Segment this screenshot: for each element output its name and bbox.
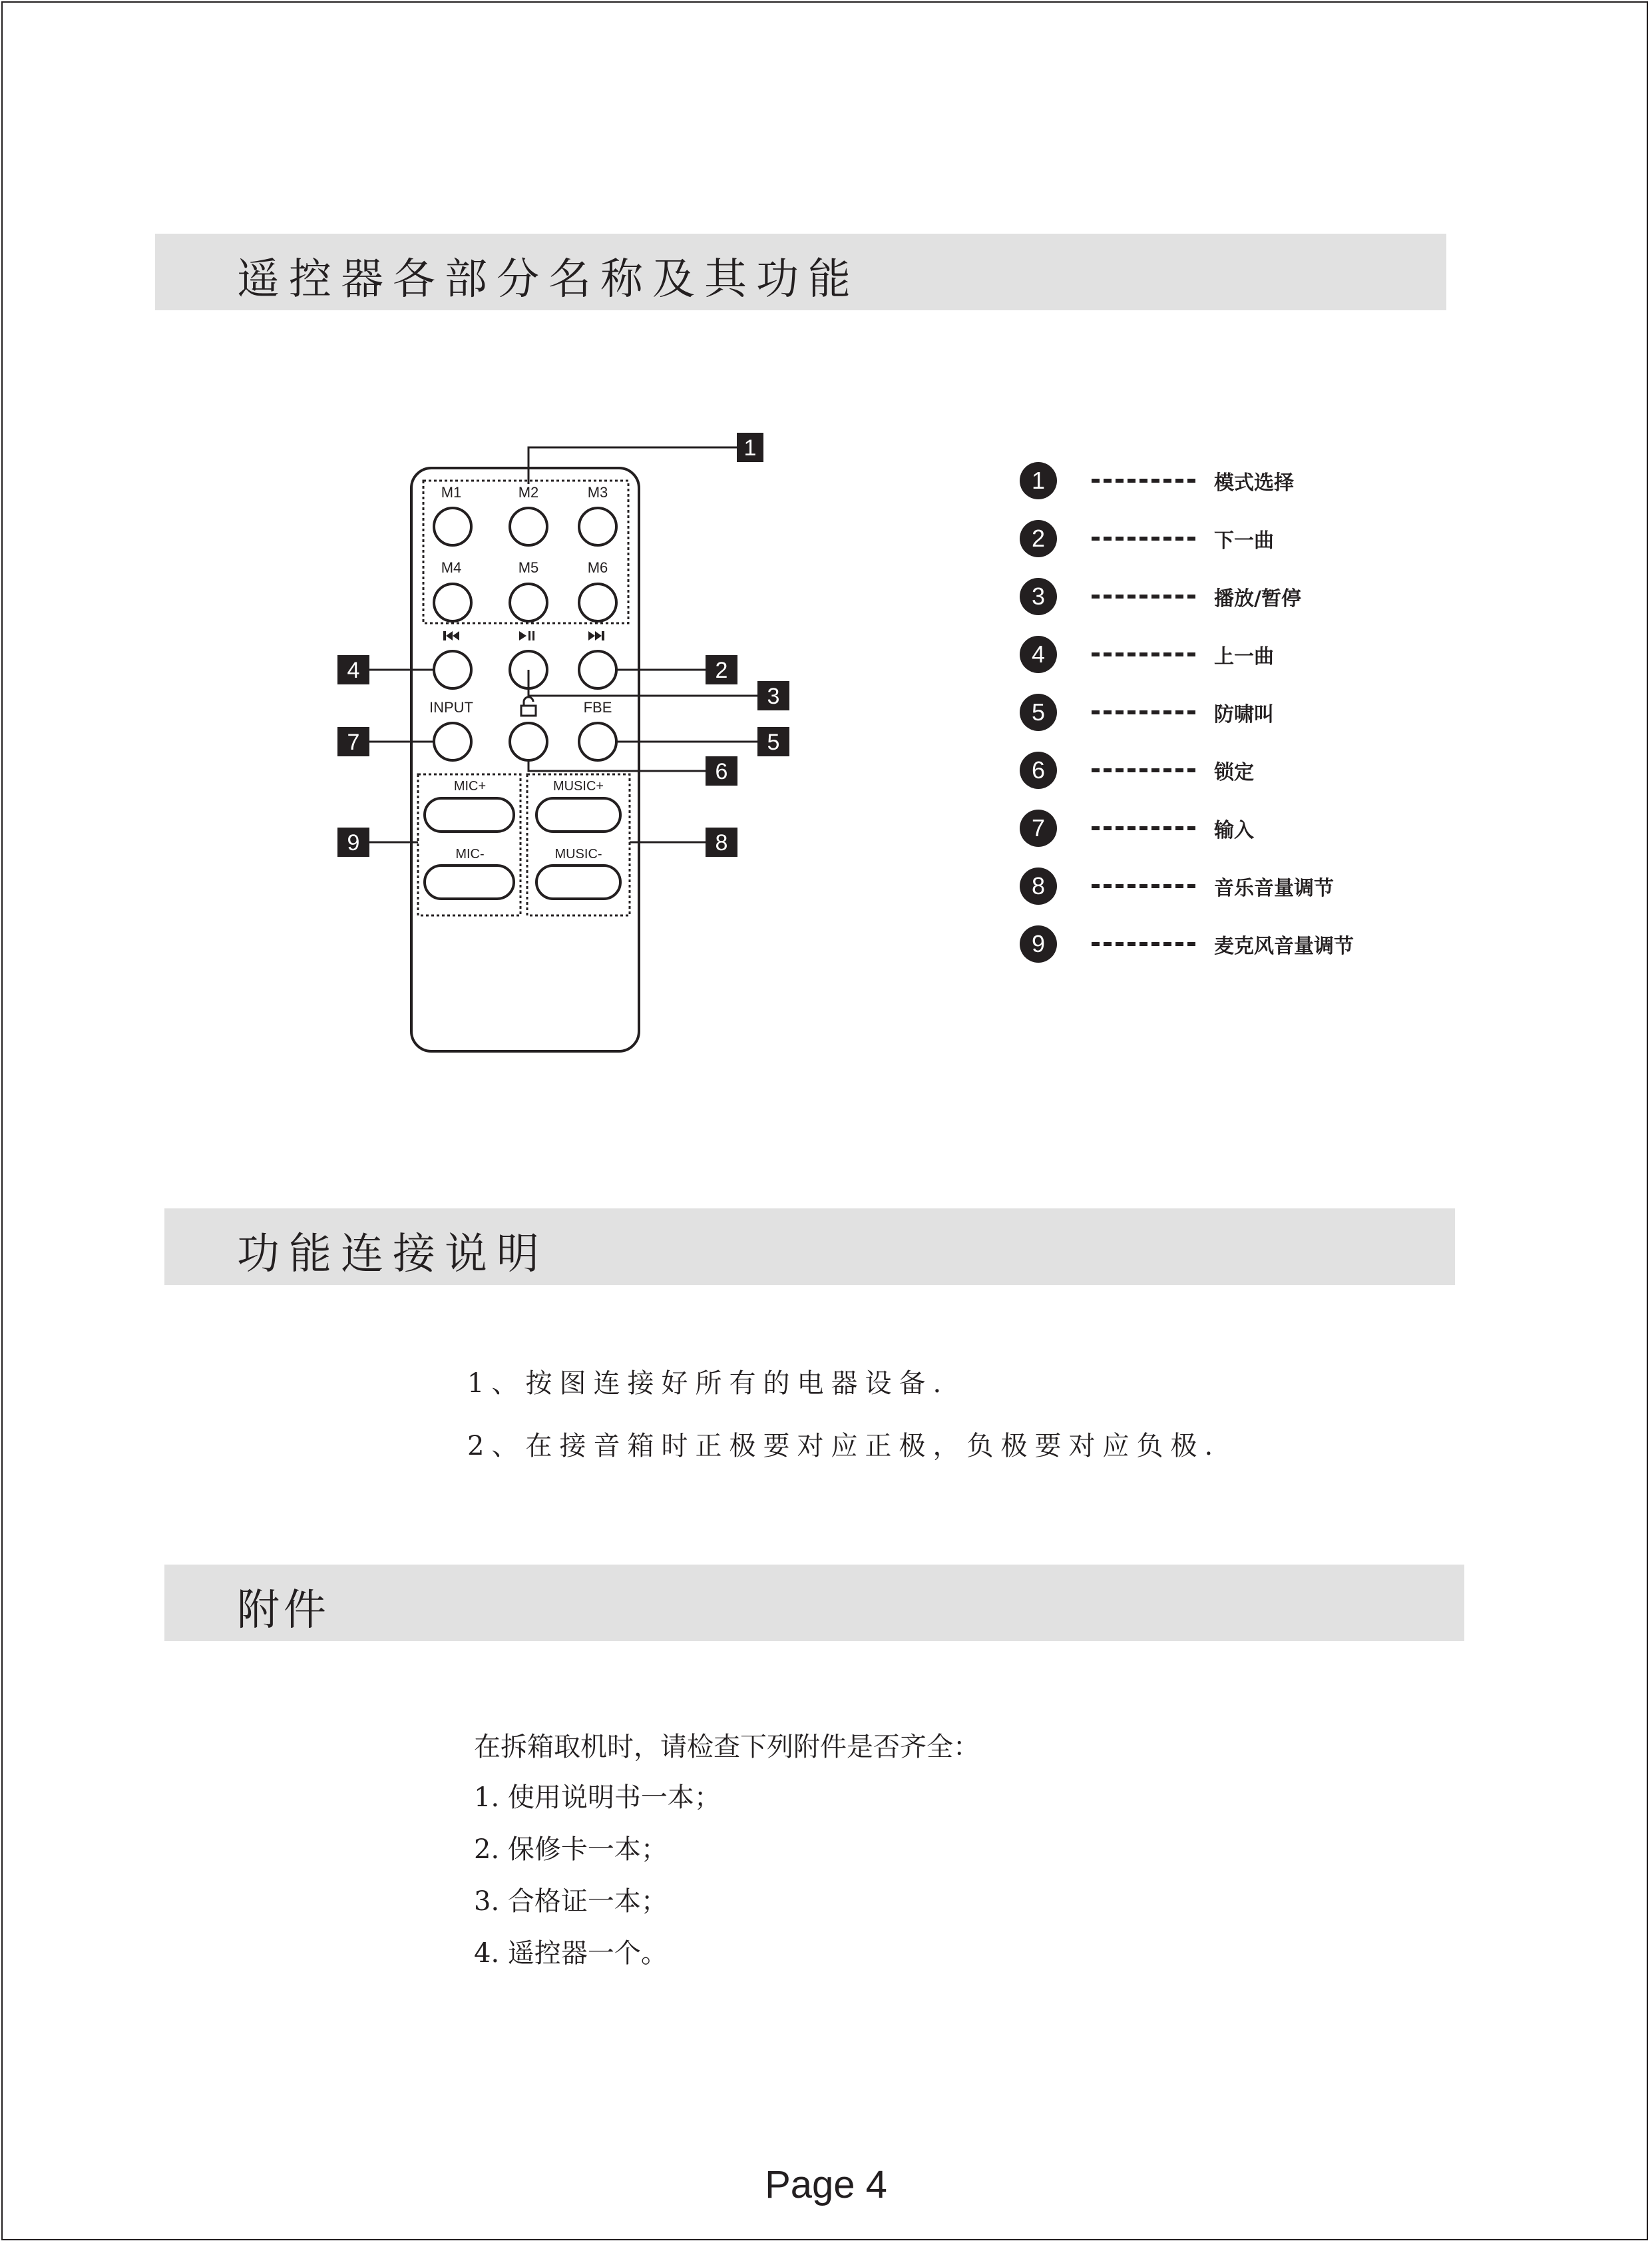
m5-button[interactable] <box>510 584 547 621</box>
legend-number: 7 <box>1020 810 1057 847</box>
mic-plus-button[interactable] <box>425 798 514 832</box>
m6-label: M6 <box>587 559 608 576</box>
m5-label: M5 <box>518 559 539 576</box>
input-label: INPUT <box>429 699 473 716</box>
music-minus-label: MUSIC- <box>554 847 602 862</box>
legend-label: 音乐音量调节 <box>1214 877 1334 900</box>
connection-line-2: 2、在接音箱时正极要对应正极，负极要对应负极. <box>467 1431 1221 1461</box>
legend-label: 播放/暂停 <box>1214 587 1301 611</box>
section-title-remote: 遥控器各部分名称及其功能 <box>237 255 860 304</box>
legend-dashes <box>1092 652 1195 656</box>
legend-item <box>1020 924 1354 964</box>
transport-icons <box>443 631 604 640</box>
lock-icon <box>521 697 536 716</box>
mic-minus-button[interactable] <box>425 866 514 899</box>
legend-label: 模式选择 <box>1214 471 1294 495</box>
previous-track-button[interactable] <box>434 651 471 688</box>
callout-7: 7 <box>347 730 360 755</box>
legend-number: 2 <box>1020 520 1057 557</box>
callout-1: 1 <box>743 435 757 461</box>
mic-button-group <box>418 774 520 915</box>
m1-button[interactable] <box>434 508 471 545</box>
legend-number: 1 <box>1020 462 1057 499</box>
mic-minus-label: MIC- <box>455 847 485 862</box>
callout-2: 2 <box>715 658 728 683</box>
legend-label: 麦克风音量调节 <box>1214 935 1354 958</box>
section-header-band <box>164 1565 1464 1641</box>
section-title-connection: 功能连接说明 <box>237 1230 548 1279</box>
next-track-button[interactable] <box>579 651 616 688</box>
m3-label: M3 <box>587 484 608 501</box>
legend-item <box>1020 692 1274 732</box>
legend-item <box>1020 808 1254 848</box>
previous-track-icon <box>443 631 459 640</box>
play-pause-icon <box>519 631 534 640</box>
next-track-icon <box>588 631 604 640</box>
page-number: Page 4 <box>765 2163 887 2206</box>
fbe-button[interactable] <box>579 723 616 760</box>
legend-label: 下一曲 <box>1214 529 1274 553</box>
music-minus-button[interactable] <box>536 866 620 899</box>
accessories-intro: 在拆箱取机时，请检查下列附件是否齐全： <box>474 1732 980 1762</box>
legend-dashes <box>1092 884 1195 888</box>
callout-6: 6 <box>715 759 728 784</box>
accessory-item: 1. 使用说明书一本； <box>474 1782 721 1813</box>
accessory-item: 4. 遥控器一个。 <box>474 1938 668 1969</box>
legend-dashes <box>1092 768 1195 772</box>
legend-label: 锁定 <box>1214 761 1254 784</box>
music-plus-label: MUSIC+ <box>552 779 604 794</box>
accessory-item: 3. 合格证一本； <box>474 1886 668 1917</box>
input-button[interactable] <box>434 723 471 760</box>
legend-label: 上一曲 <box>1214 645 1274 668</box>
legend-item <box>1020 634 1274 674</box>
legend-dashes <box>1092 710 1195 714</box>
m4-label: M4 <box>441 559 462 576</box>
section-title-accessories: 附件 <box>237 1586 330 1635</box>
lock-button[interactable] <box>510 723 547 760</box>
legend-dashes <box>1092 826 1195 830</box>
callout-3: 3 <box>767 684 780 709</box>
legend-label: 防啸叫 <box>1214 703 1274 726</box>
legend-item <box>1020 577 1301 617</box>
music-plus-button[interactable] <box>536 798 620 832</box>
mode-button-group <box>423 481 628 623</box>
legend-dashes <box>1092 537 1195 541</box>
legend-dashes <box>1092 595 1195 599</box>
legend-number: 6 <box>1020 752 1057 789</box>
fbe-label: FBE <box>583 699 612 716</box>
callout-9: 9 <box>347 830 360 856</box>
connection-line-1: 1、按图连接好所有的电器设备. <box>467 1368 949 1399</box>
legend-item <box>1020 866 1334 906</box>
callout-4: 4 <box>347 658 360 683</box>
mic-plus-label: MIC+ <box>453 779 487 794</box>
legend-label: 输入 <box>1214 819 1254 842</box>
legend-item <box>1020 750 1254 790</box>
m2-button[interactable] <box>510 508 547 545</box>
callout-8: 8 <box>715 830 728 856</box>
m6-button[interactable] <box>579 584 616 621</box>
legend-item <box>1020 461 1294 501</box>
m3-button[interactable] <box>579 508 616 545</box>
legend-dashes <box>1092 479 1195 483</box>
m1-label: M1 <box>441 484 462 501</box>
legend-number: 4 <box>1020 636 1057 673</box>
legend-number: 5 <box>1020 694 1057 731</box>
legend-dashes <box>1092 942 1195 946</box>
m4-button[interactable] <box>434 584 471 621</box>
callout-5: 5 <box>767 730 780 755</box>
legend-number: 3 <box>1020 578 1057 615</box>
legend-number: 8 <box>1020 868 1057 905</box>
m2-label: M2 <box>518 484 539 501</box>
legend-number: 9 <box>1020 925 1057 963</box>
legend-item <box>1020 519 1274 559</box>
accessory-item: 2. 保修卡一本； <box>474 1834 668 1865</box>
